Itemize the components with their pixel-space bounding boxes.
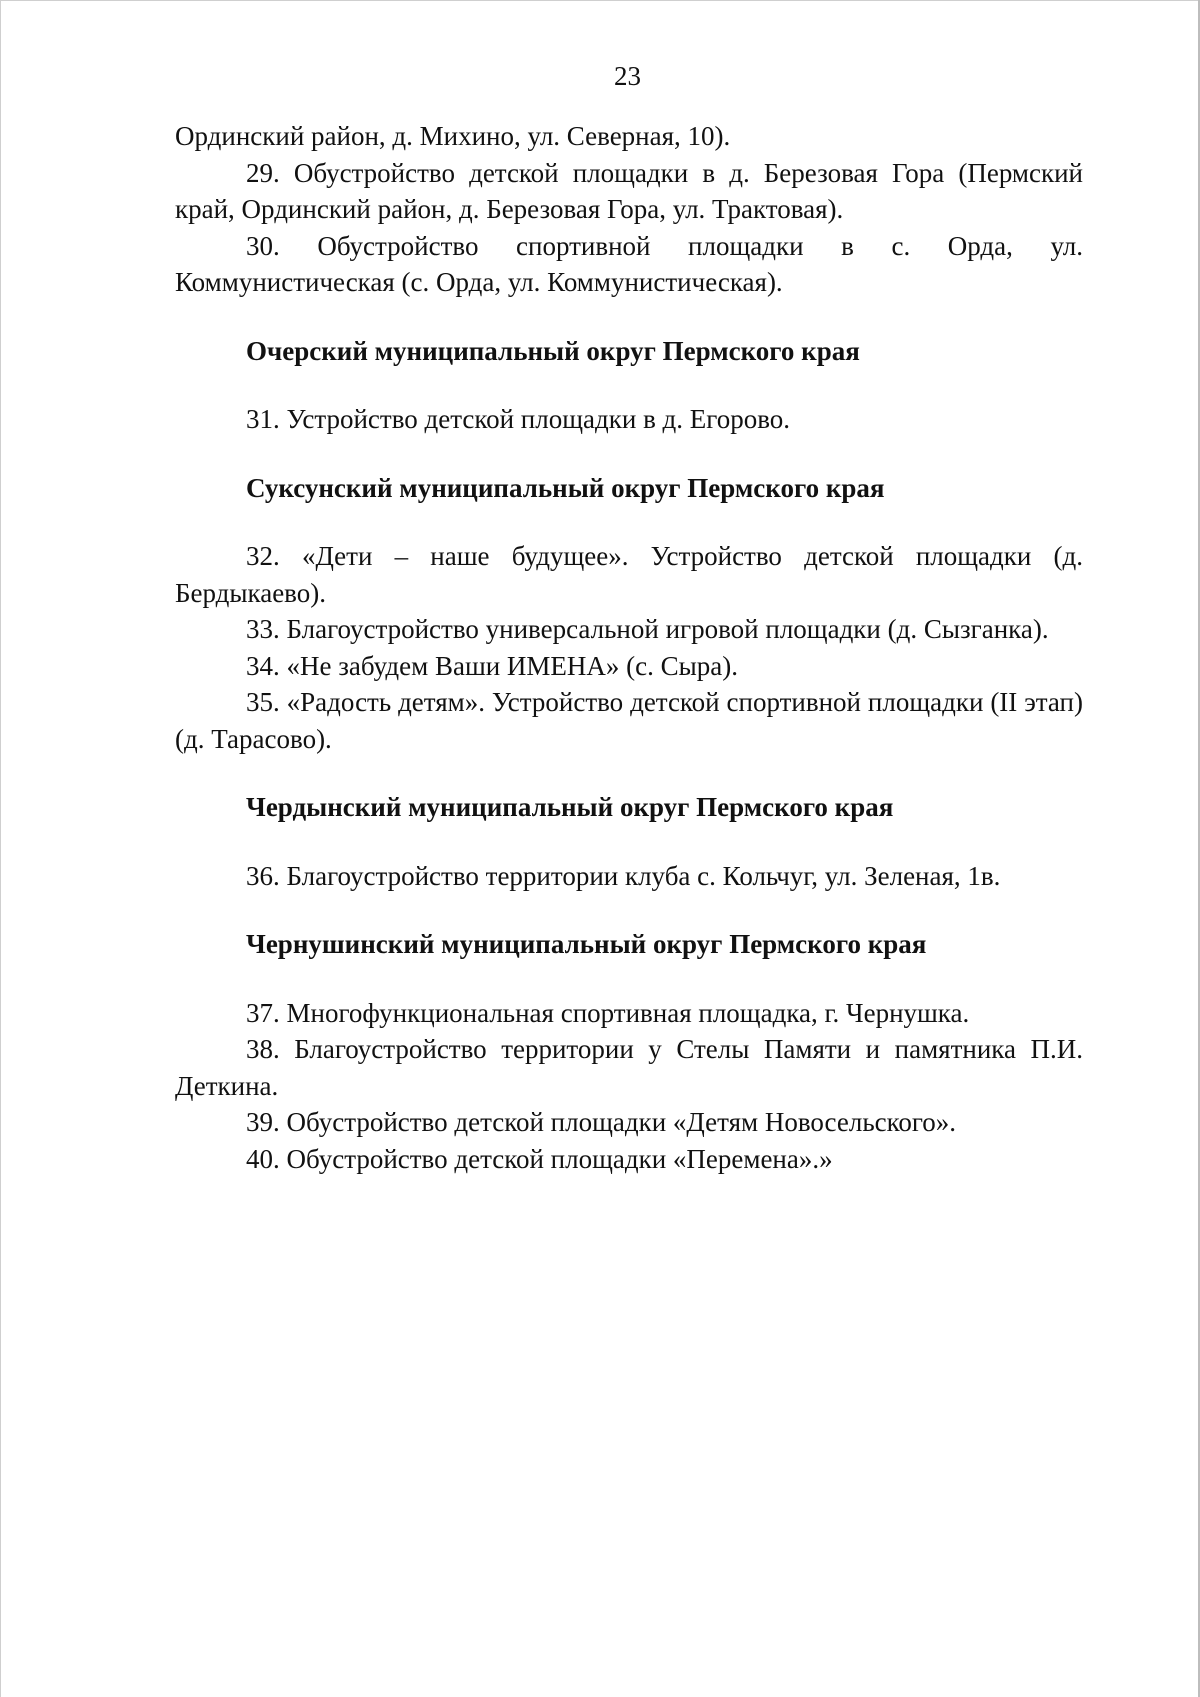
paragraph-continuation: Ординский район, д. Михино, ул. Северная, 10). <box>175 121 731 151</box>
list-item-40: 40. Обустройство детской площадки «Перемена».» <box>246 1143 833 1174</box>
list-item-30: 30. Обустройство спортивной площадки в с. Орда, ул. Коммунистическая (с. Орда, ул. Коммунистическая). <box>175 230 1083 297</box>
section-heading-suksunsky: Суксунский муниципальный округ Пермского края <box>246 472 885 503</box>
list-item-31: 31. Устройство детской площадки в д. Егорово. <box>246 404 791 434</box>
spacer <box>175 301 1083 333</box>
list-item-32: 32. «Дети – наше будущее». Устройство детской площадки (д. Бердыкаево). <box>175 541 1083 608</box>
spacer <box>175 438 1083 470</box>
list-item-29: 29. Обустройство детской площадки в д. Березовая Гора (Пермский край, Ординский район, д. Березовая Гора, ул. Трактовая). <box>175 157 1083 224</box>
list-item-38: 38. Благоустройство территории у Стелы Памяти и памятника П.И. Деткина. <box>175 1034 1083 1101</box>
page-number: 23 <box>614 61 641 91</box>
page-border-left <box>0 0 1 1697</box>
list-item-35: 35. «Радость детям». Устройство детской спортивной площадки (II этап) (д. Тарасово). <box>175 687 1083 754</box>
spacer <box>175 369 1083 401</box>
spacer <box>175 826 1083 858</box>
document-body <box>175 118 1083 1177</box>
section-heading-chernushinsky: Чернушинский муниципальный округ Пермского края <box>246 929 927 959</box>
spacer <box>175 757 1083 789</box>
list-item-33: 33. Благоустройство универсальной игровой площадки (д. Сызганка). <box>246 614 1049 644</box>
list-item-39: 39. Обустройство детской площадки «Детям Новосельского». <box>246 1107 957 1137</box>
page-border-top <box>0 0 1200 1</box>
spacer <box>175 506 1083 538</box>
section-heading-ochersky: Очерский муниципальный округ Пермского края <box>246 335 860 366</box>
list-item-34: 34. «Не забудем Ваши ИМЕНА» (с. Сыра). <box>246 650 739 681</box>
list-item-36: 36. Благоустройство территории клуба с. Кольчуг, ул. Зеленая, 1в. <box>246 860 1001 891</box>
section-heading-cherdynsky: Чердынский муниципальный округ Пермского края <box>246 792 894 822</box>
list-item-37: 37. Многофункциональная спортивная площадка, г. Чернушка. <box>246 997 970 1028</box>
spacer <box>175 894 1083 926</box>
spacer <box>175 963 1083 995</box>
